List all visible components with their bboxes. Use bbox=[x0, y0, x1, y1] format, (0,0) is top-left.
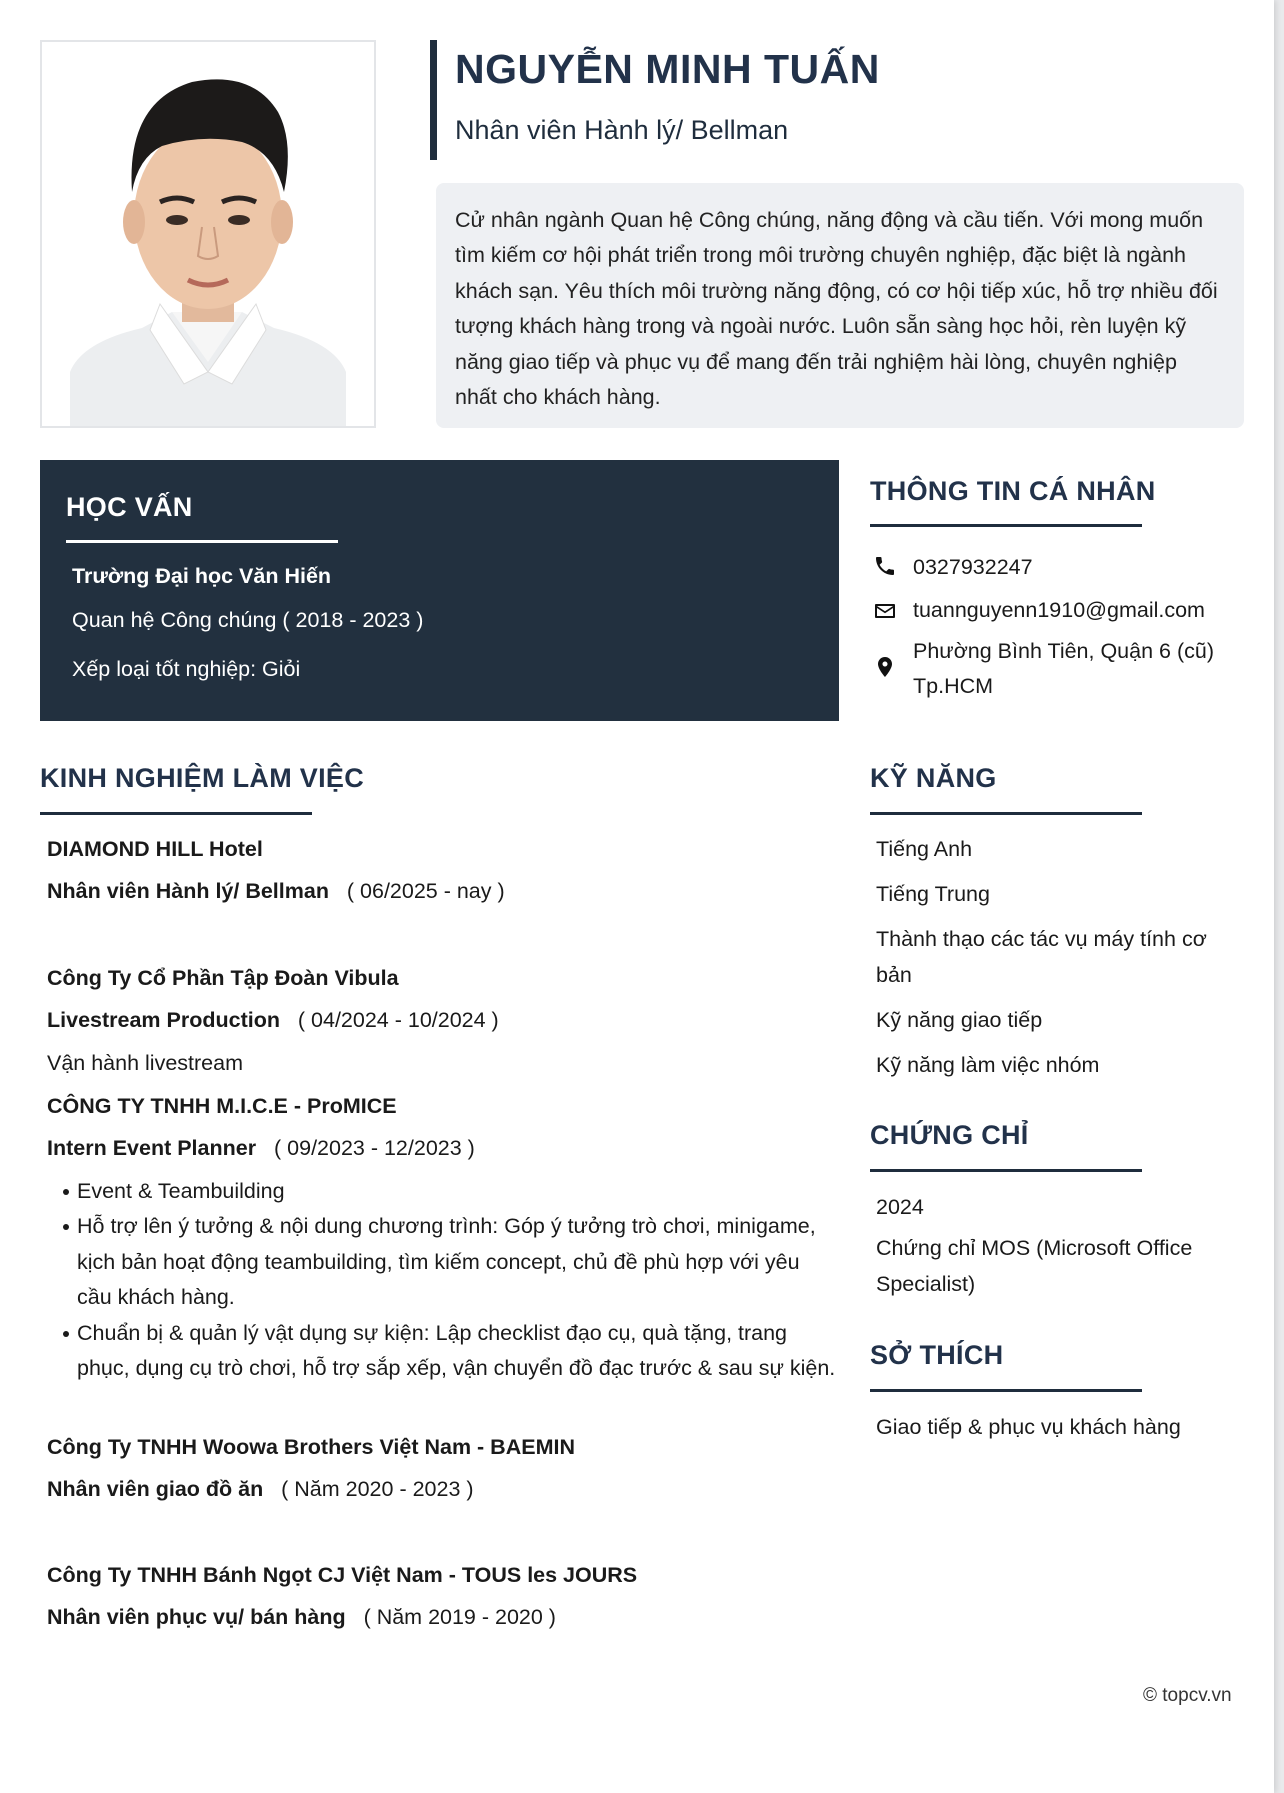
experience-period-2: ( 04/2024 - 10/2024 ) bbox=[297, 1008, 499, 1032]
summary-box: Cử nhân ngành Quan hệ Công chúng, năng động và cầu tiến. Với mong muốn tìm kiếm cơ hội phát triển trong môi trường chuyên nghiệp, đặc biệt là ngành khách sạn. Yêu thích môi trường năng động, có cơ hội tiếp xúc, hỗ trợ nhiều đối tượng khách hàng trong và ngoài nước. Luôn sẵn sàng học hỏi, rèn luyện kỹ năng giao tiếp và phục vụ để mang đến trải nghiệm hài lòng, chuyên nghiệp nhất cho khách hàng. bbox=[436, 183, 1244, 428]
experience-underline bbox=[40, 812, 312, 815]
hobby-item: Giao tiếp & phục vụ khách hàng bbox=[876, 1415, 1181, 1439]
certificate-year: 2024 bbox=[876, 1195, 924, 1219]
experience-role-line-2 bbox=[47, 1008, 499, 1033]
experience-period-1: ( 06/2025 - nay ) bbox=[346, 879, 505, 903]
experience-company-1: DIAMOND HILL Hotel bbox=[47, 837, 263, 861]
hobbies-heading: SỞ THÍCH bbox=[870, 1340, 1004, 1370]
hobbies-underline bbox=[870, 1389, 1142, 1392]
experience-role-line-5 bbox=[47, 1605, 556, 1630]
education-section bbox=[40, 460, 839, 721]
experience-period-5: ( Năm 2019 - 2020 ) bbox=[363, 1605, 556, 1629]
experience-company-5: Công Ty TNHH Bánh Ngọt CJ Việt Nam - TOUS les JOURS bbox=[47, 1563, 638, 1587]
mail-icon bbox=[873, 599, 897, 623]
candidate-title: Nhân viên Hành lý/ Bellman bbox=[455, 115, 789, 145]
location-icon bbox=[873, 655, 897, 679]
candidate-name: NGUYỄN MINH TUẤN bbox=[455, 46, 880, 92]
phone-icon bbox=[873, 554, 897, 578]
experience-company-2: Công Ty Cổ Phần Tập Đoàn Vibula bbox=[47, 966, 399, 990]
skill-item: Thành thạo các tác vụ máy tính cơ bản bbox=[876, 927, 1207, 987]
avatar-portrait bbox=[42, 42, 374, 426]
experience-role-4: Nhân viên giao đồ ăn bbox=[47, 1477, 264, 1501]
footer-brand[interactable]: © topcv.vn bbox=[1143, 1685, 1232, 1706]
experience-role-1: Nhân viên Hành lý/ Bellman bbox=[47, 879, 329, 903]
experience-role-line-4 bbox=[47, 1477, 474, 1502]
experience-bullet: Chuẩn bị & quản lý vật dụng sự kiện: Lập checklist đạo cụ, quà tặng, trang phục, dụng cụ trò chơi, hỗ trợ sắp xếp, vận chuyển đồ đạc trước & sau sự kiện. bbox=[58, 1316, 838, 1387]
contact-address-line1: Phường Bình Tiên, Quận 6 (cũ) bbox=[913, 639, 1214, 663]
education-school: Trường Đại học Văn Hiến bbox=[72, 564, 332, 588]
experience-heading: KINH NGHIỆM LÀM VIỆC bbox=[40, 763, 365, 793]
experience-company-4: Công Ty TNHH Woowa Brothers Việt Nam - BAEMIN bbox=[47, 1435, 575, 1459]
education-major: Quan hệ Công chúng ( 2018 - 2023 ) bbox=[72, 608, 424, 632]
skills-heading: KỸ NĂNG bbox=[870, 763, 997, 793]
certificates-heading: CHỨNG CHỈ bbox=[870, 1120, 1029, 1150]
experience-bullet: Event & Teambuilding bbox=[58, 1174, 838, 1209]
experience-role-5: Nhân viên phục vụ/ bán hàng bbox=[47, 1605, 346, 1629]
experience-role-line-1 bbox=[47, 879, 505, 904]
experience-period-4: ( Năm 2020 - 2023 ) bbox=[281, 1477, 474, 1501]
skill-item: Kỹ năng giao tiếp bbox=[876, 1008, 1043, 1032]
contact-address-line2: Tp.HCM bbox=[913, 674, 994, 698]
skill-item: Tiếng Trung bbox=[876, 882, 990, 906]
experience-desc-2: Vận hành livestream bbox=[47, 1051, 243, 1075]
personal-info-underline bbox=[870, 524, 1142, 527]
profile-photo bbox=[40, 40, 376, 428]
education-heading: HỌC VẤN bbox=[66, 492, 193, 522]
certificates-underline bbox=[870, 1169, 1142, 1172]
experience-bullet: Hỗ trợ lên ý tưởng & nội dung chương trình: Góp ý tưởng trò chơi, minigame, kịch bản hoạt động teambuilding, tìm kiếm concept, chủ đề phù hợp với yêu cầu khách hàng. bbox=[58, 1209, 838, 1315]
experience-period-3: ( 09/2023 - 12/2023 ) bbox=[274, 1136, 475, 1160]
experience-role-3: Intern Event Planner bbox=[47, 1136, 257, 1160]
skill-item: Kỹ năng làm việc nhóm bbox=[876, 1053, 1100, 1077]
certificate-name: Chứng chỉ MOS (Microsoft Office Specialist) bbox=[876, 1236, 1193, 1296]
education-heading-underline bbox=[66, 540, 338, 543]
experience-role-line-3 bbox=[47, 1136, 475, 1161]
skills-underline bbox=[870, 812, 1142, 815]
skill-item: Tiếng Anh bbox=[876, 837, 973, 861]
experience-company-3: CÔNG TY TNHH M.I.C.E - ProMICE bbox=[47, 1094, 397, 1118]
contact-phone[interactable]: 0327932247 bbox=[913, 555, 1033, 579]
experience-bullets-3 bbox=[58, 1174, 838, 1386]
experience-role-2: Livestream Production bbox=[47, 1008, 280, 1032]
contact-email[interactable]: tuannguyenn1910@gmail.com bbox=[913, 598, 1205, 622]
personal-info-heading: THÔNG TIN CÁ NHÂN bbox=[870, 476, 1156, 506]
education-grade: Xếp loại tốt nghiệp: Giỏi bbox=[72, 657, 301, 681]
header-accent-bar bbox=[430, 40, 437, 160]
